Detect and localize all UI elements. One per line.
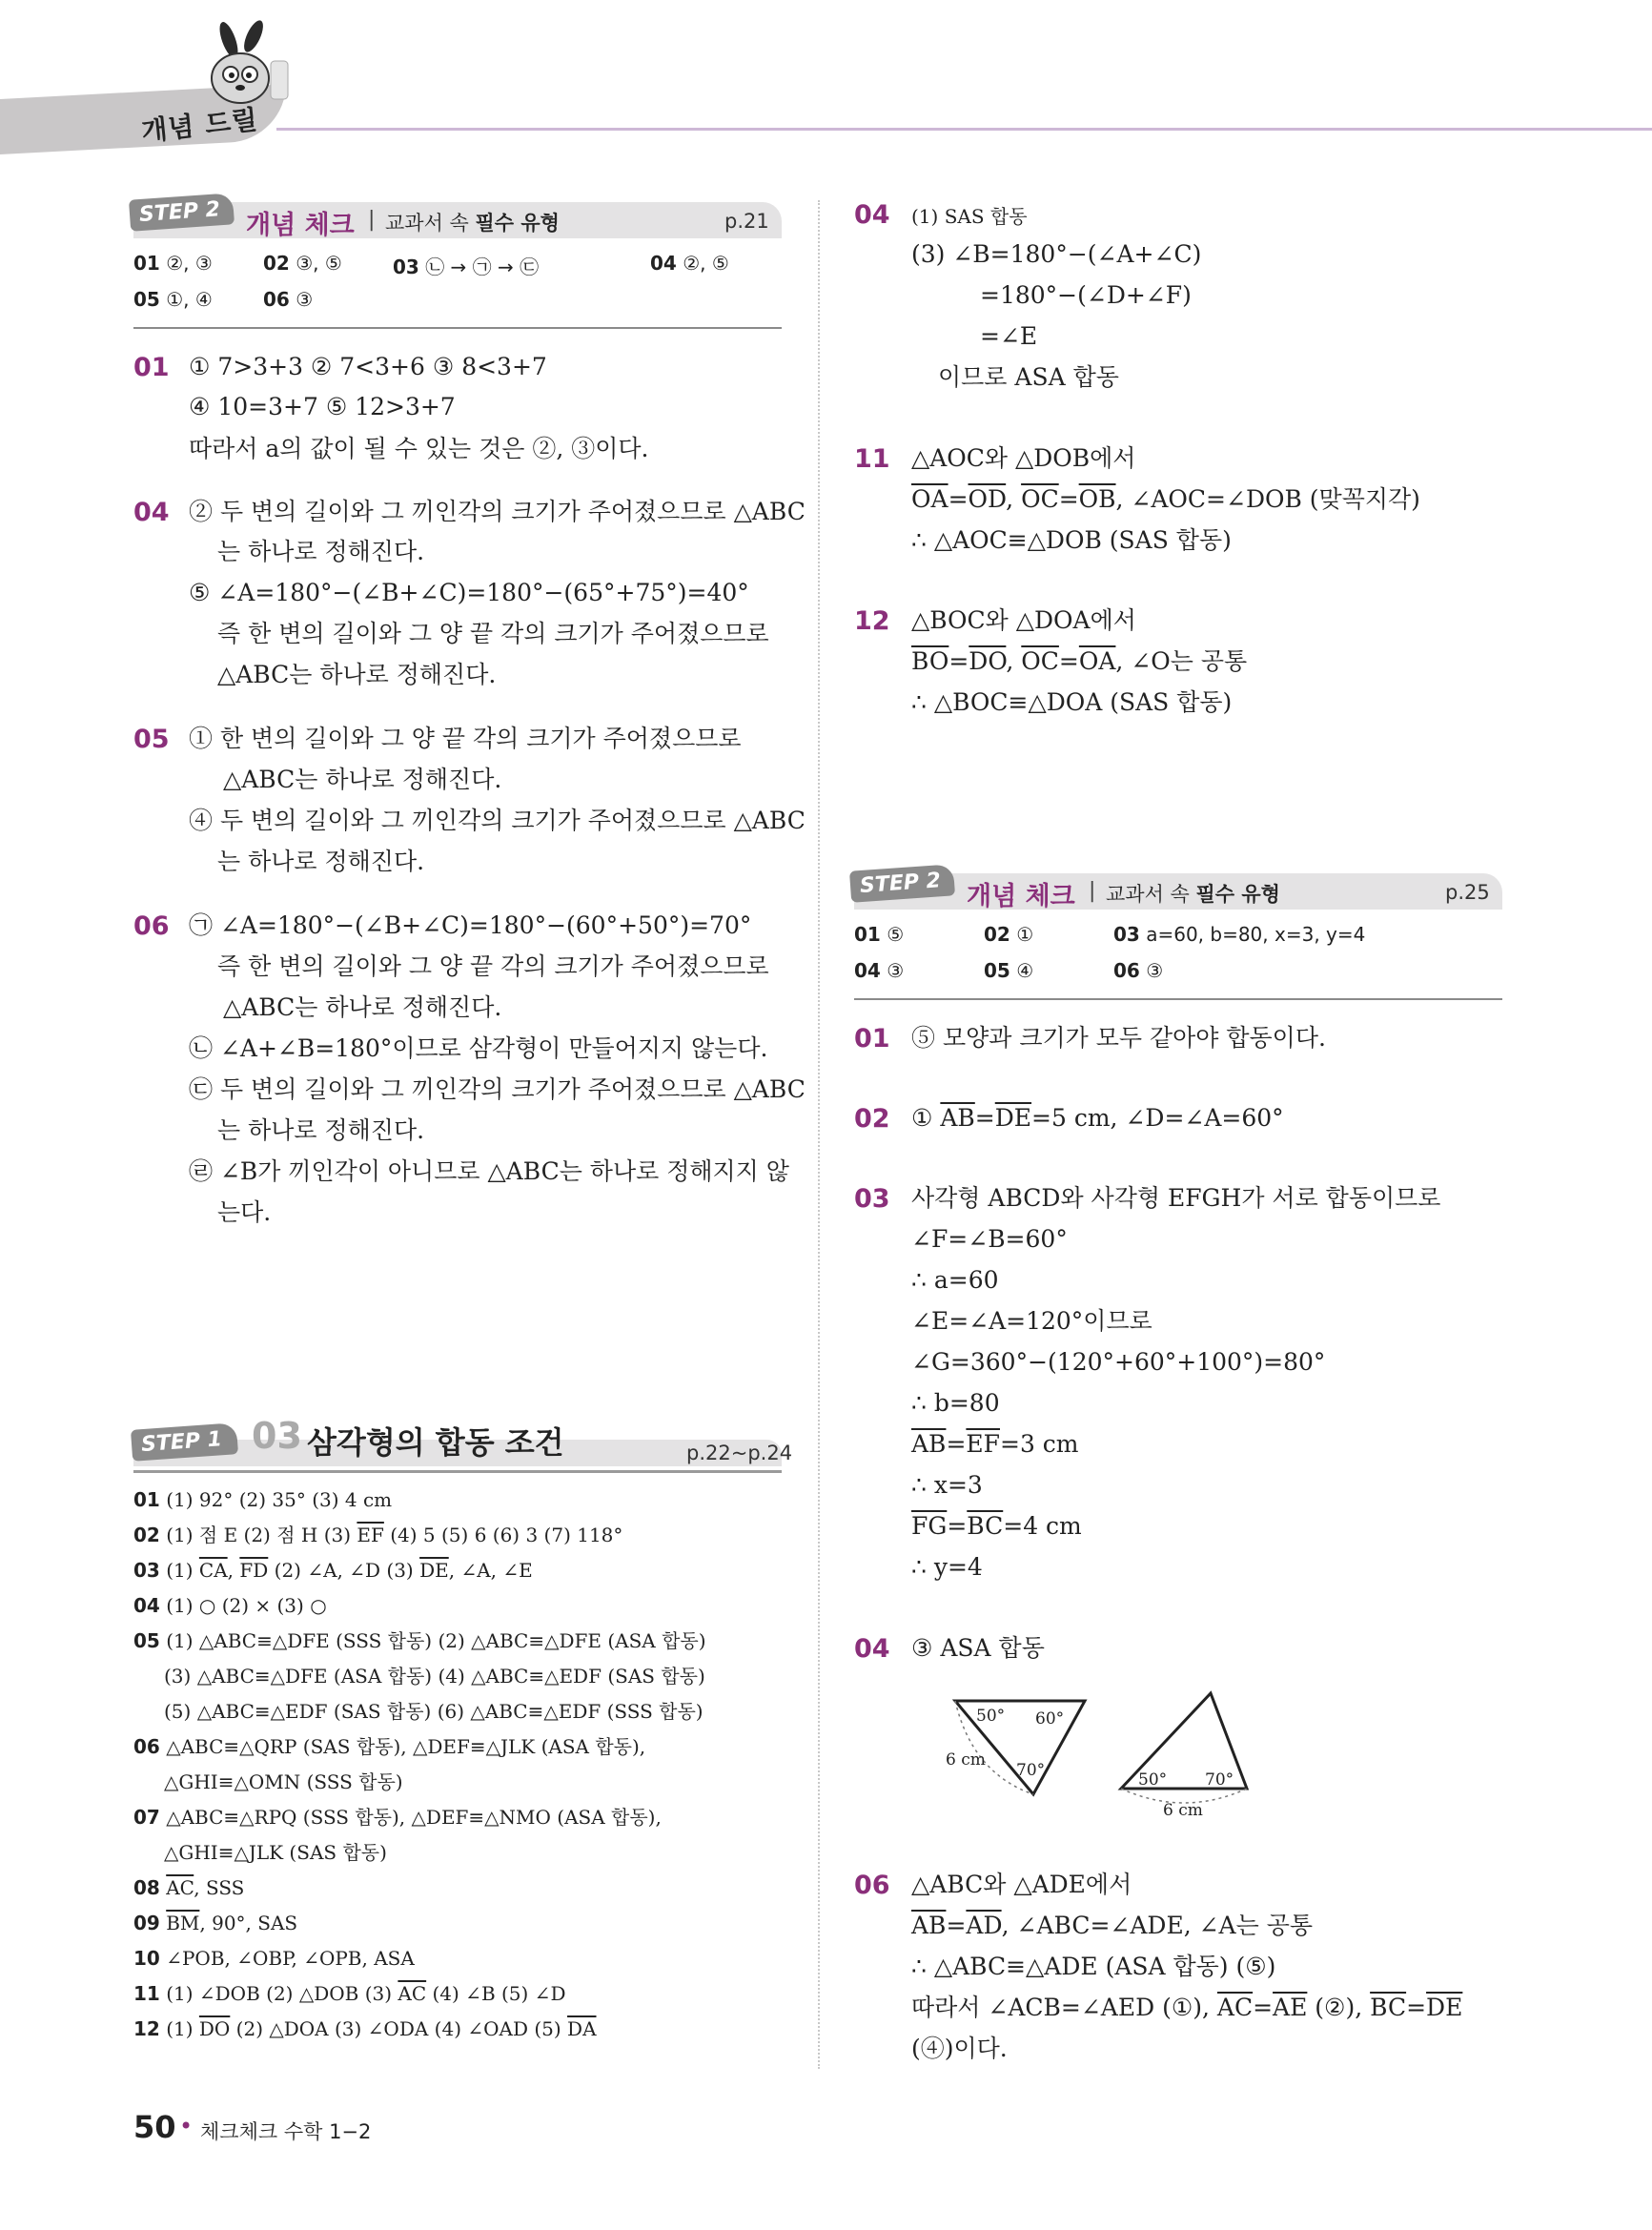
solution-number: 02 bbox=[854, 1104, 890, 1134]
solution-line: =180°−(∠D+∠F) bbox=[980, 281, 1192, 309]
solution-number: 04 bbox=[854, 1634, 890, 1664]
step-page-ref: p.25 bbox=[1445, 881, 1490, 904]
solution-line: 는다. bbox=[217, 1198, 272, 1226]
solution-number: 04 bbox=[854, 200, 890, 230]
solution-line: ∠E=∠A=120°이므로 bbox=[911, 1307, 1152, 1335]
solution-line: △BOC와 △DOA에서 bbox=[911, 606, 1136, 634]
answer-item: 03 a=60, b=80, x=3, y=4 bbox=[1113, 923, 1366, 946]
solution-line: ∠G=360°−(120°+60°+100°)=80° bbox=[911, 1348, 1326, 1376]
angle-label: 60° bbox=[1035, 1709, 1065, 1729]
solution-line: ① 7>3+3 ② 7<3+6 ③ 8<3+7 bbox=[189, 353, 547, 380]
header-title: 개념 드릴 bbox=[139, 103, 260, 148]
solution-line: $\overline{FG}=\overline{BC}=4$ cm bbox=[911, 1512, 1082, 1540]
solution-number: 11 bbox=[854, 444, 890, 474]
solution-number: 12 bbox=[854, 606, 890, 636]
angle-label: 70° bbox=[1016, 1761, 1046, 1780]
page-number: 50 bbox=[133, 2109, 176, 2145]
side-label: 6 cm bbox=[1163, 1801, 1203, 1820]
angle-label: 70° bbox=[1205, 1770, 1234, 1790]
answer-line: 11 (1) ∠DOB (2) △DOB (3) $\overline{AC}$ (4) ∠B (5) ∠D bbox=[133, 1982, 566, 2005]
solution-line: ④ 10=3+7 ⑤ 12>3+7 bbox=[189, 393, 456, 420]
step-title: 개념 체크 bbox=[246, 211, 355, 240]
solution-line: $\overline{AB}=\overline{AD}$, ∠ABC=∠ADE, ∠A는 공통 bbox=[911, 1912, 1314, 1939]
answer-line: △GHI≡△JLK (SAS 합동) bbox=[164, 1841, 387, 1864]
solution-line: ∴ a=60 bbox=[911, 1266, 999, 1294]
solution-line: $\overline{OA}=\overline{OD}$, $\overline{OC}=\overline{OB}$, ∠AOC=∠DOB (맞꼭지각) bbox=[911, 485, 1420, 513]
footer-bullet: • bbox=[179, 2113, 194, 2139]
answer-line: 06 △ABC≡△QRP (SAS 합동), △DEF≡△JLK (ASA 합동), bbox=[133, 1735, 646, 1758]
triangle-1 bbox=[955, 1701, 1085, 1794]
solution-line: ∴ △AOC≡△DOB (SAS 합동) bbox=[911, 526, 1232, 554]
solution-number: 04 bbox=[133, 498, 170, 527]
answer-item: 05 ④ bbox=[984, 959, 1034, 982]
solution-line: (3) ∠B=180°−(∠A+∠C) bbox=[911, 240, 1202, 268]
answer-item: 03 ㉡ → ㉠ → ㉢ bbox=[393, 256, 540, 278]
divider-rule bbox=[133, 327, 782, 329]
angle-label: 50° bbox=[976, 1707, 1006, 1726]
step-separator: | bbox=[1089, 879, 1096, 903]
solution-number: 01 bbox=[133, 353, 170, 382]
answer-item: 04 ②, ⑤ bbox=[650, 252, 729, 275]
answer-item: 06 ③ bbox=[1113, 959, 1164, 982]
step2-bar-left bbox=[133, 197, 782, 240]
solution-line: ⑤ 모양과 크기가 모두 같아야 합동이다. bbox=[911, 1024, 1326, 1052]
solution-number: 01 bbox=[854, 1024, 890, 1054]
solution-line: 사각형 ABCD와 사각형 EFGH가 서로 합동이므로 bbox=[911, 1184, 1441, 1212]
solution-line: (④)이다. bbox=[911, 2035, 1008, 2062]
solution-line: △AOC와 △DOB에서 bbox=[911, 444, 1136, 472]
solution-line: △ABC는 하나로 정해진다. bbox=[217, 661, 497, 688]
solution-line: 따라서 ∠ACB=∠AED (①), $\overline{AC}=\overline{AE}$ (②), $\overline{BC}=\overline{DE}$ bbox=[911, 1994, 1463, 2021]
solution-line: $\overline{AB}=\overline{EF}=3$ cm bbox=[911, 1430, 1079, 1458]
solution-line: 는 하나로 정해진다. bbox=[217, 1116, 425, 1144]
answer-line: 12 (1) $\overline{DO}$ (2) △DOA (3) ∠ODA (4) ∠OAD (5) $\overline{DA}$ bbox=[133, 2017, 597, 2040]
step-badge: STEP 2 bbox=[849, 864, 955, 903]
solution-line: 는 하나로 정해진다. bbox=[217, 848, 425, 875]
section-number: 03 bbox=[252, 1415, 302, 1457]
answer-item: 02 ③, ⑤ bbox=[263, 252, 342, 275]
answer-line: 04 (1) ○ (2) × (3) ○ bbox=[133, 1594, 327, 1617]
solution-line: ② 두 변의 길이와 그 끼인각의 크기가 주어졌으므로 △ABC bbox=[189, 498, 806, 525]
step-subtitle: 교과서 속 필수 유형 bbox=[1106, 883, 1280, 906]
divider-rule bbox=[854, 998, 1502, 1000]
solution-line: ∴ y=4 bbox=[911, 1553, 983, 1581]
solution-line: ∴ b=80 bbox=[911, 1389, 1000, 1417]
column-divider bbox=[818, 200, 820, 2069]
step2-bar-right bbox=[854, 869, 1502, 911]
solution-line: △ABC는 하나로 정해진다. bbox=[223, 993, 502, 1021]
solution-number: 05 bbox=[133, 725, 170, 754]
solution-line: ∴ △BOC≡△DOA (SAS 합동) bbox=[911, 688, 1233, 716]
solution-line: ⑤ ∠A=180°−(∠B+∠C)=180°−(65°+75°)=40° bbox=[189, 579, 749, 606]
answer-item: 05 ①, ④ bbox=[133, 288, 213, 311]
solution-number: 06 bbox=[854, 1871, 890, 1900]
step-title: 개념 체크 bbox=[967, 882, 1075, 911]
solution-number: 06 bbox=[133, 911, 170, 941]
answer-line: 10 ∠POB, ∠OBP, ∠OPB, ASA bbox=[133, 1947, 415, 1970]
solution-line: ① 한 변의 길이와 그 양 끝 각의 크기가 주어졌으므로 bbox=[189, 725, 742, 752]
solution-line: =∠E bbox=[980, 322, 1038, 350]
answer-item: 01 ⑤ bbox=[854, 923, 905, 946]
solution-line: ④ 두 변의 길이와 그 끼인각의 크기가 주어졌으므로 △ABC bbox=[189, 807, 806, 834]
section-title: 삼각형의 합동 조건 bbox=[307, 1424, 564, 1461]
solution-line: ㉢ 두 변의 길이와 그 끼인각의 크기가 주어졌으므로 △ABC bbox=[189, 1075, 806, 1103]
answer-line: 07 △ABC≡△RPQ (SSS 합동), △DEF≡△NMO (ASA 합동), bbox=[133, 1806, 662, 1829]
solution-line: ∴ △ABC≡△ADE (ASA 합동) (⑤) bbox=[911, 1953, 1276, 1980]
answer-line: (3) △ABC≡△DFE (ASA 합동) (4) △ABC≡△EDF (SAS 합동) bbox=[164, 1665, 705, 1688]
answer-line: 05 (1) △ABC≡△DFE (SSS 합동) (2) △ABC≡△DFE (ASA 합동) bbox=[133, 1629, 706, 1652]
solution-line: ① $\overline{AB}=\overline{DE}=5$ cm, ∠D=∠A=60° bbox=[911, 1104, 1284, 1132]
answer-line: 01 (1) 92° (2) 35° (3) 4 cm bbox=[133, 1488, 393, 1511]
solution-line: 이므로 ASA 합동 bbox=[938, 363, 1119, 391]
solution-line: ③ ASA 합동 bbox=[911, 1634, 1045, 1662]
solution-line: ㉣ ∠B가 끼인각이 아니므로 △ABC는 하나로 정해지지 않 bbox=[189, 1157, 789, 1185]
solution-line: ㉠ ∠A=180°−(∠B+∠C)=180°−(60°+50°)=70° bbox=[189, 911, 752, 939]
answer-line: 03 (1) $\overline{CA}$, $\overline{FD}$ (2) ∠A, ∠D (3) $\overline{DE}$, ∠A, ∠E bbox=[133, 1559, 533, 1582]
solution-line: 는 하나로 정해진다. bbox=[217, 538, 425, 565]
step-page-ref: p.21 bbox=[724, 210, 769, 233]
step-page-ref: p.22~p.24 bbox=[686, 1442, 793, 1464]
step-badge: STEP 1 bbox=[131, 1422, 238, 1462]
side-label: 6 cm bbox=[946, 1750, 986, 1770]
solution-line: ∴ x=3 bbox=[911, 1471, 983, 1499]
answer-line: △GHI≡△OMN (SSS 합동) bbox=[164, 1770, 403, 1793]
solution-line: 따라서 a의 값이 될 수 있는 것은 ②, ③이다. bbox=[189, 435, 649, 462]
solution-line: $\overline{BO}=\overline{DO}$, $\overline{OC}=\overline{OA}$, ∠O는 공통 bbox=[911, 647, 1248, 675]
step-badge: STEP 2 bbox=[129, 193, 235, 232]
solution-line: 즉 한 변의 길이와 그 양 끝 각의 크기가 주어졌으므로 bbox=[217, 952, 769, 980]
solution-line: △ABC와 △ADE에서 bbox=[911, 1871, 1132, 1898]
solution-line: ㉡ ∠A+∠B=180°이므로 삼각형이 만들어지지 않는다. bbox=[189, 1034, 768, 1062]
answer-item: 06 ③ bbox=[263, 288, 314, 311]
solution-number: 03 bbox=[854, 1184, 890, 1214]
step-separator: | bbox=[368, 208, 376, 232]
answer-line: 08 $\overline{AC}$, SSS bbox=[133, 1876, 245, 1899]
step-subtitle: 교과서 속 필수 유형 bbox=[385, 212, 560, 235]
angle-label: 50° bbox=[1138, 1770, 1168, 1790]
book-title: 체크체크 수학 1−2 bbox=[200, 2120, 372, 2143]
answer-item: 01 ②, ③ bbox=[133, 252, 213, 275]
solution-line: △ABC는 하나로 정해진다. bbox=[223, 766, 502, 793]
solution-line: ∠F=∠B=60° bbox=[911, 1225, 1068, 1253]
solution-line: (1) SAS 합동 bbox=[911, 205, 1028, 228]
step1-header bbox=[133, 1415, 793, 1470]
answer-item: 02 ① bbox=[984, 923, 1034, 946]
divider-rule bbox=[133, 1470, 782, 1473]
answer-line: 02 (1) 점 E (2) 점 H (3) $\overline{EF}$ (4) 5 (5) 6 (6) 3 (7) 118° bbox=[133, 1524, 623, 1546]
solution-line: 즉 한 변의 길이와 그 양 끝 각의 크기가 주어졌으므로 bbox=[217, 620, 769, 647]
answer-item: 04 ③ bbox=[854, 959, 905, 982]
rabbit-mascot-icon bbox=[191, 19, 296, 114]
header-line bbox=[276, 128, 1652, 131]
answer-line: (5) △ABC≡△EDF (SAS 합동) (6) △ABC≡△EDF (SSS 합동) bbox=[164, 1700, 704, 1723]
triangles-figure bbox=[934, 1678, 1277, 1821]
answer-line: 09 $\overline{BM}$, 90°, SAS bbox=[133, 1912, 298, 1934]
